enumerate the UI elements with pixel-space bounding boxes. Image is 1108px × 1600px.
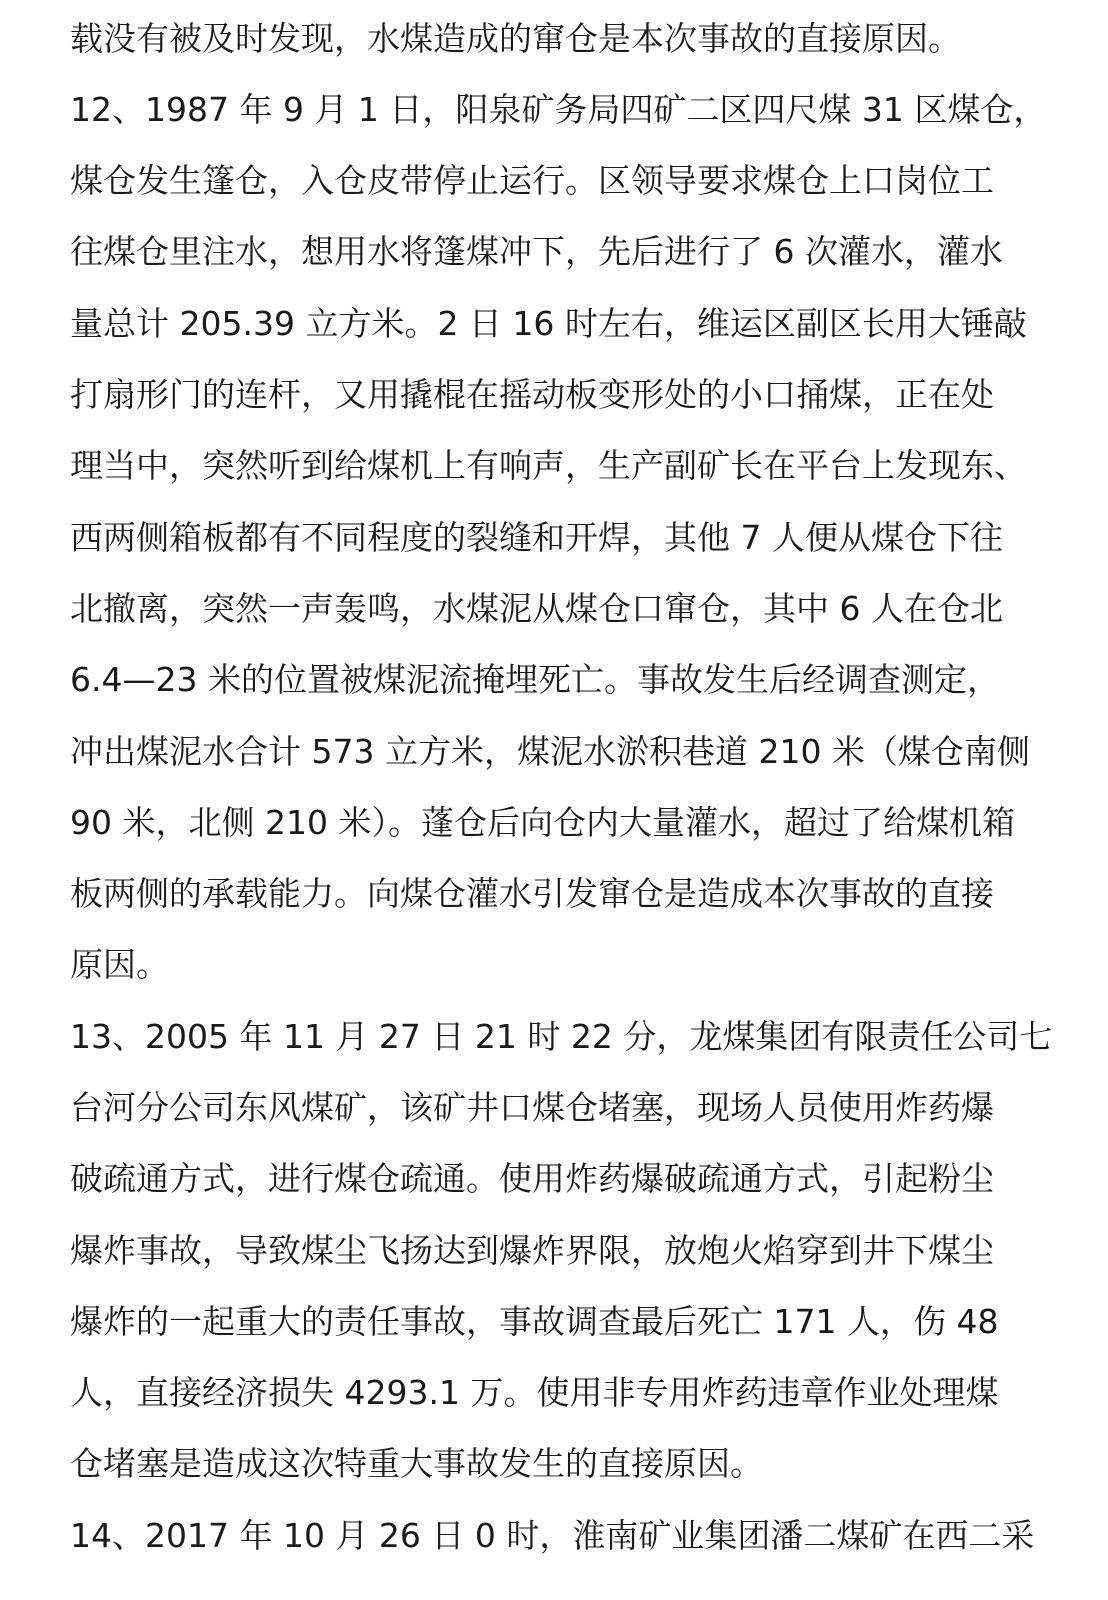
text-line-8: 西两侧箱板都有不同程度的裂缝和开焊，其他 7 人便从煤仓下往 [70,518,1003,557]
text-line-7: 理当中，突然听到给煤机上有响声，生产副矿长在平台上发现东、 [70,446,1027,485]
text-line-3: 煤仓发生篷仓，入仓皮带停止运行。区领导要求煤仓上口岗位工 [70,161,994,200]
text-line-5: 量总计 205.39 立方米。2 日 16 时左右，维运区副区长用大锤敲 [70,304,1027,343]
text-line-13: 板两侧的承载能力。向煤仓灌水引发窜仓是造成本次事故的直接 [70,874,994,913]
text-line-12: 90 米，北侧 210 米）。蓬仓后向仓内大量灌水，超过了给煤机箱 [70,803,1015,842]
text-line-22: 14、2017 年 10 月 26 日 0 时，淮南矿业集团潘二煤矿在西二采 [70,1516,1035,1555]
text-line-2: 12、1987 年 9 月 1 日，阳泉矿务局四矿二区四尺煤 31 区煤仓， [70,90,1047,129]
text-line-19: 爆炸的一起重大的责任事故，事故调查最后死亡 171 人，伤 48 [70,1302,999,1341]
text-line-15: 13、2005 年 11 月 27 日 21 时 22 分，龙煤集团有限责任公司七 [70,1017,1053,1056]
text-line-6: 打扇形门的连杆，又用撬棍在摇动板变形处的小口捅煤，正在处 [70,375,994,414]
text-line-14: 原因。 [70,945,169,984]
text-line-21: 仓堵塞是造成这次特重大事故发生的直接原因。 [70,1444,763,1483]
text-line-18: 爆炸事故，导致煤尘飞扬达到爆炸界限，放炮火焰穿到井下煤尘 [70,1231,994,1270]
text-line-9: 北撤离，突然一声轰鸣，水煤泥从煤仓口窜仓，其中 6 人在仓北 [70,589,1003,628]
text-line-1: 载没有被及时发现，水煤造成的窜仓是本次事故的直接原因。 [70,19,961,58]
text-line-4: 往煤仓里注水，想用水将篷煤冲下，先后进行了 6 次灌水，灌水 [70,232,1003,271]
text-line-10: 6.4—23 米的位置被煤泥流掩埋死亡。事故发生后经调查测定， [70,660,1000,699]
text-line-16: 台河分公司东风煤矿，该矿井口煤仓堵塞，现场人员使用炸药爆 [70,1088,994,1127]
text-line-20: 人，直接经济损失 4293.1 万。使用非专用炸药违章作业处理煤 [70,1373,999,1412]
text-line-17: 破疏通方式，进行煤仓疏通。使用炸药爆破疏通方式，引起粉尘 [70,1159,994,1198]
text-line-11: 冲出煤泥水合计 573 立方米，煤泥水淤积巷道 210 米（煤仓南侧 [70,732,1030,771]
